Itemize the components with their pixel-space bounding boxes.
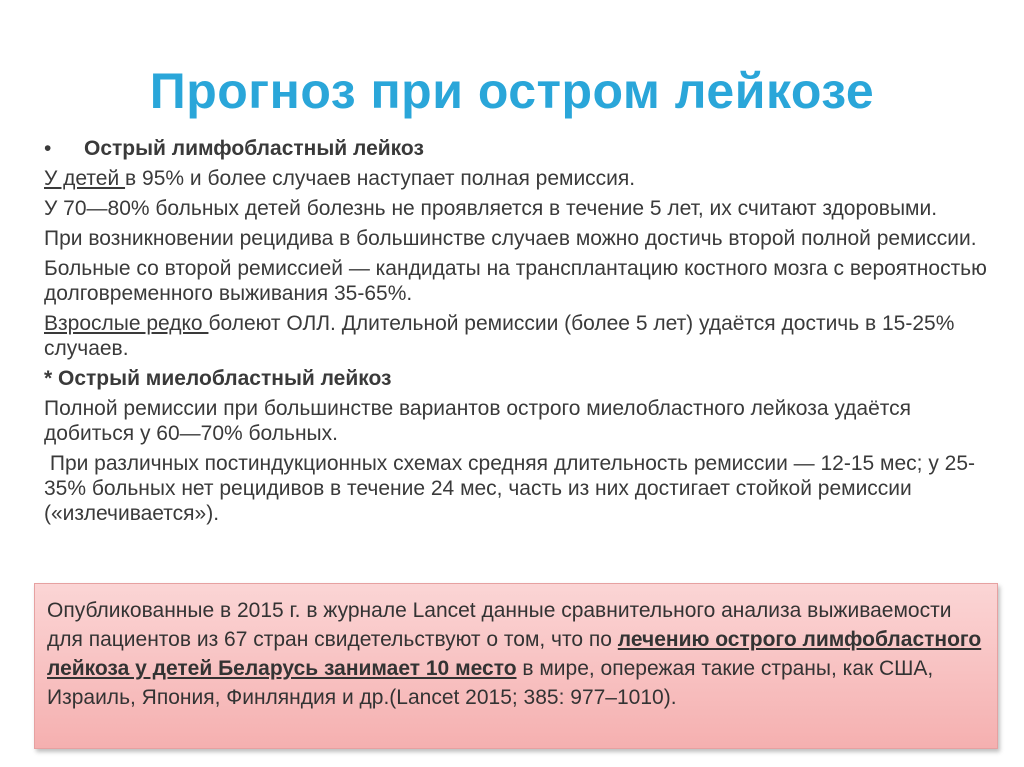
section1-heading-line — [44, 136, 994, 161]
section1-paragraph-1 — [44, 166, 994, 191]
section2-paragraph-2: При различных постиндукционных схемах средняя длительность ремиссии — 12-15 мес; у 25-35% больных нет рецидивов в течение 24 мес, часть из них достигает стойкой ремиссии («излечивается»). — [44, 452, 976, 525]
adults-underlined: Взрослые редко — [44, 312, 209, 335]
note-text-before: Опубликованные в 2015 г. в журнале Lancet данные сравнительного анализа выживаемости для пациентов из 67 стран свидетельствуют о том, что по — [47, 599, 952, 651]
note-emphasis: лечению острого лимфобластного лейкоза у детей Беларусь занимает 10 место — [47, 628, 982, 680]
bullet-icon: • — [44, 137, 52, 160]
section1-paragraph-5 — [44, 311, 994, 361]
section1-paragraph-2: У 70—80% больных детей болезнь не проявляется в течение 5 лет, их считают здоровыми. — [44, 197, 938, 220]
slide-title: Прогноз при остром лейкозе — [149, 63, 875, 119]
section1-paragraph-3: При возникновении рецидива в большинстве случаев можно достичь второй полной ремиссии. — [44, 227, 977, 250]
section1-heading: Острый лимфобластный лейкоз — [84, 137, 424, 160]
slide-content — [44, 136, 994, 531]
section1-paragraph-4: Больные со второй ремиссией — кандидаты на трансплантацию костного мозга с вероятностью долговременного выживания 35-65%. — [44, 257, 987, 305]
section1-p5-text: болеют ОЛЛ. Длительной ремиссии (более 5 лет) удаётся достичь в 15-25% случаев. — [44, 312, 955, 360]
section2-paragraph-1: Полной ремиссии при большинстве вариантов острого миелобластного лейкоза удаётся добиться у 60—70% больных. — [44, 397, 911, 445]
lancet-note-box — [34, 583, 998, 749]
note-text-after: в мире, опережая такие страны, как США, Израиль, Япония, Финляндия и др.(Lancet 2015; 385: 977–1010). — [47, 657, 934, 709]
section2-heading: * Острый миелобластный лейкоз — [44, 367, 392, 390]
children-underlined: У детей — [44, 167, 126, 190]
section1-p1-text: в 95% и более случаев наступает полная ремиссия. — [125, 167, 636, 190]
